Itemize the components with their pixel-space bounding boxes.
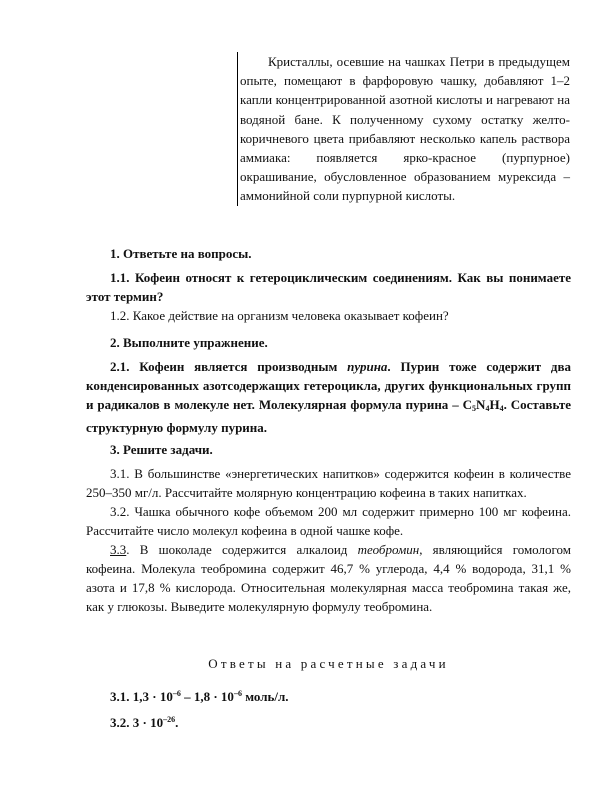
section-2-body [86,357,571,437]
exercise-text-2: . Пурин тоже содержит два конденсированных азотсодержащих гетероцикла, других функциональных групп и радикалов в молекуле нет. Молекулярная формула пурина – C [86,359,571,412]
task-3-3 [86,540,571,616]
answers-title: Ответы на расчетные задачи [208,656,449,671]
formula-c-index: 5 [472,404,477,413]
answers-body [86,684,571,732]
section-3-heading: 3. Решите задачи. [110,442,213,457]
section-3-body [86,464,571,616]
task-3-3-number: 3.3 [110,542,127,557]
formula-n-index: 4 [485,404,490,413]
section-2-heading: 2. Выполните упражнение. [110,335,268,350]
answer-3-2-exp: –26 [163,715,176,724]
formula-n-letter: N [476,397,486,412]
intro-paragraph: Кристаллы, осевшие на чашках Петри в предыдущем опыте, помещают в фарфоровую чашку, добавляют 1–2 капли концентрированной азотной кислоты и нагревают на водяной бане. К полученному сухому остатку желто-коричневого цвета прибавляют несколько капель раствора аммиака: появляется ярко-красное (пурпурное) окрашивание, обусловленное образованием мурексида – аммонийной соли пурпурной кислоты. [240,54,570,204]
question-1-2: 1.2. Какое действие на организм человека оказывает кофеин? [110,308,449,323]
section-1 [86,244,571,263]
theobromine-term: теобромин [357,542,420,557]
answer-3-1 [86,684,571,706]
exercise-2-1 [86,357,571,437]
section-2 [86,333,571,352]
answer-3-1-exp-1: –6 [172,689,181,698]
section-1-body [86,268,571,325]
section-3 [86,440,571,459]
answer-3-1-mid: – 1,8 · 10 [180,689,234,704]
answer-3-1-unit: моль/л. [241,689,289,704]
formula-h-letter: H [489,397,500,412]
answer-3-1-exp-2: –6 [233,689,242,698]
exercise-text-1: 2.1. Кофеин является производным [110,359,348,374]
answer-3-2 [86,710,571,732]
question-1-1: 1.1. Кофеин относят к гетероциклическим соединениям. Как вы понимаете этот термин? [86,270,571,304]
task-3-1: 3.1. В большинстве «энергетических напитков» содержится кофеин в количестве 250–350 мг/л. Рассчитайте молярную концентрацию кофеина в таких напитках. [86,466,571,500]
exercise-text-3: . Составьте структурную формулу пурина. [86,397,571,435]
purine-term: пурина [347,359,388,374]
task-3-2: 3.2. Чашка обычного кофе объемом 200 мл содержит примерно 100 мг кофеина. Рассчитайте число молекул кофеина в одной чашке кофе. [86,504,571,538]
formula-h-index: 4 [499,404,504,413]
section-1-heading: 1. Ответьте на вопросы. [110,246,252,261]
answer-3-2-suffix: . [175,715,179,730]
intro-box [237,52,570,206]
answer-3-1-prefix: 3.1. 1,3 · 10 [110,689,173,704]
task-3-3-text-2: , являющийся гомологом кофеина. Молекула теобромина содержит 46,7 % углерода, 4,4 % водорода, 31,1 % азота и 17,8 % кислорода. Относительная молекулярная масса теобромина такая же, как у глюкозы. Выведите молекулярную формулу теобромина. [86,542,571,614]
answer-3-2-prefix: 3.2. 3 · 10 [110,715,164,730]
task-3-3-text-1: . В шоколаде содержится алкалоид [126,542,358,557]
